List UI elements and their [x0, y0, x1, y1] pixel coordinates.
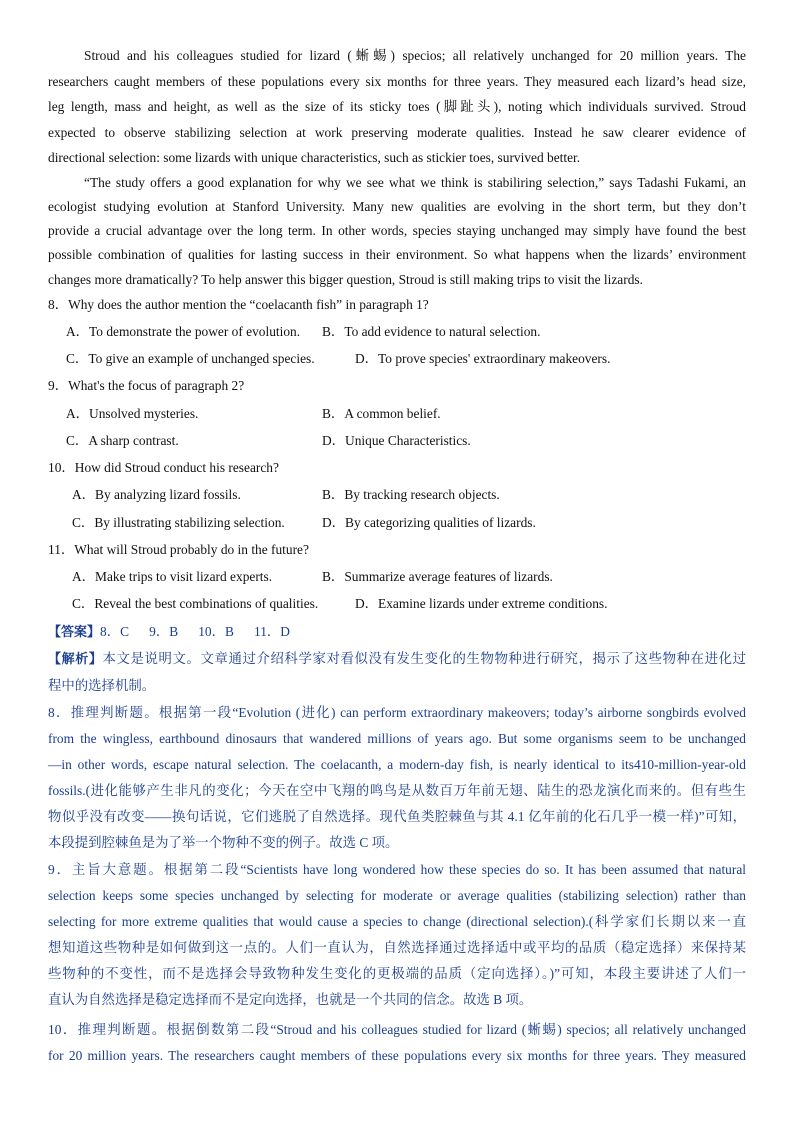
explanation-line: fossils.(进化能够产生非凡的变化；今天在空中飞翔的鸣鸟是从数百万年前无翅、陆生的恐龙演化而来的。但有些生 — [48, 783, 746, 798]
passage-line: Stroud and his colleagues studied for lizard (蜥蜴) specios; all relatively unchanged for 20 million years. The — [84, 48, 746, 63]
question-stem: 11．What will Stroud probably do in the future? — [48, 542, 309, 557]
explanation-line: from the wingless, earthbound dinosaurs that wandered millions of years ago. But some organisms seem to be unchanged — [48, 731, 746, 746]
passage-line: changes more dramatically? To help answer this bigger question, Stroud is still making trips to visit the lizards. — [48, 272, 643, 287]
analysis-line — [48, 647, 746, 671]
question-option: B．By tracking research objects. — [322, 487, 500, 502]
passage-line: researchers caught members of these populations every six months for three years. They measured each lizard’s head size, — [48, 74, 746, 89]
question-option: C．A sharp contrast. — [66, 433, 179, 448]
question-option: B．Summarize average features of lizards. — [322, 569, 553, 584]
question-option: C．Reveal the best combinations of qualities. — [72, 596, 319, 611]
analysis-line: 程中的选择机制。 — [48, 678, 156, 693]
question-option: A．Make trips to visit lizard experts. — [72, 569, 273, 584]
answer-text: 8．C 9．B 10．B 11．D — [100, 624, 290, 639]
question-option: D．By categorizing qualities of lizards. — [322, 515, 536, 530]
explanation-line: 8．推理判断题。根据第一段“Evolution (进化) can perform extraordinary makeovers; today’s airborne songbirds evolved — [48, 705, 746, 720]
explanation-line: selection keeps some species unchanged by selecting for moderate or average qualities (stabilizing selection) rather than — [48, 888, 746, 903]
question-stem: 8．Why does the author mention the “coelacanth fish” in paragraph 1? — [48, 297, 429, 312]
explanation-line: 9．主旨大意题。根据第二段“Scientists have long wondered how these species do so. It has been assumed that natural — [48, 862, 746, 877]
explanation-line: —in other words, escape natural selection. The coelacanth, a modern-day fish, is nearly identical to its410-million-year-old — [48, 757, 746, 772]
passage-line: expected to observe stabilizing selection at work preserving moderate qualities. Instead he saw clearer evidence of — [48, 125, 746, 140]
explanation-line: 些物种的不变性，而不是选择会导致物种发生变化的更极端的品质（定向选择）。)”可知，本段主要讲述了人们一 — [48, 966, 746, 981]
question-option: A．To demonstrate the power of evolution. — [66, 324, 301, 339]
question-option: B．To add evidence to natural selection. — [322, 324, 541, 339]
question-option: D．Unique Characteristics. — [322, 433, 471, 448]
explanation-line: 直认为自然选择是稳定选择而不是定向选择，也就是一个共同的信念。故选 B 项。 — [48, 992, 533, 1007]
question-option: A．Unsolved mysteries. — [66, 406, 199, 421]
answer-line — [48, 620, 290, 644]
question-option: C．By illustrating stabilizing selection. — [72, 515, 285, 530]
passage-line: provide a crucial advantage over the long term. In other words, species staying unchanged may simply have found the best — [48, 223, 746, 238]
question-option: D．To prove species' extraordinary makeovers. — [355, 351, 611, 366]
question-stem: 9．What's the focus of paragraph 2? — [48, 378, 245, 393]
passage-line: possible combination of qualities for lasting success in their environment. So what happens when the lizards’ environment — [48, 247, 746, 262]
analysis-tag: 【解析】 — [48, 652, 103, 667]
passage-line: “The study offers a good explanation for why we see what we think is stabiliring selection,” says Tadashi Fukami, an — [84, 175, 746, 190]
question-option: C．To give an example of unchanged species. — [66, 351, 315, 366]
explanation-line: selecting for more extreme qualities that would cause a species to change (directional selection).(科学家们长期以来一直 — [48, 914, 746, 929]
explanation-line: 本段提到腔棘鱼是为了举一个物种不变的例子。故选 C 项。 — [48, 835, 399, 850]
explanation-line: 10．推理判断题。根据倒数第二段“Stroud and his colleagues studied for lizard (蜥蜴) specios; all relatively unchanged — [48, 1022, 746, 1037]
explanation-line: 想知道这些物种是如何做到这一点的。人们一直认为，自然选择通过选择适中或平均的品质（稳定选择）来保持某 — [48, 940, 746, 955]
passage-line: directional selection: some lizards with unique characteristics, such as stickier toes, survived better. — [48, 150, 581, 165]
question-option: B．A common belief. — [322, 406, 441, 421]
question-option: A．By analyzing lizard fossils. — [72, 487, 241, 502]
explanation-line: for 20 million years. The researchers caught members of these populations every six months for three years. They measured — [48, 1048, 746, 1063]
passage-line: ecologist studying evolution at Stanford University. Many new qualities are evolving in the short term, but they don’t — [48, 199, 746, 214]
analysis-text: 本文是说明文。文章通过介绍科学家对看似没有发生变化的生物物种进行研究，揭示了这些物种在进化过 — [102, 651, 746, 666]
question-option: D．Examine lizards under extreme conditions. — [355, 596, 608, 611]
passage-line: leg length, mass and height, as well as the size of its sticky toes (脚趾头), noting which individuals survived. Stroud — [48, 99, 746, 114]
question-stem: 10．How did Stroud conduct his research? — [48, 460, 279, 475]
answer-tag: 【答案】 — [48, 625, 101, 640]
explanation-line: 物似乎没有改变——换句话说，它们逃脱了自然选择。现代鱼类腔棘鱼与其 4.1 亿年前的化石几乎一模一样)”可知， — [48, 809, 746, 824]
